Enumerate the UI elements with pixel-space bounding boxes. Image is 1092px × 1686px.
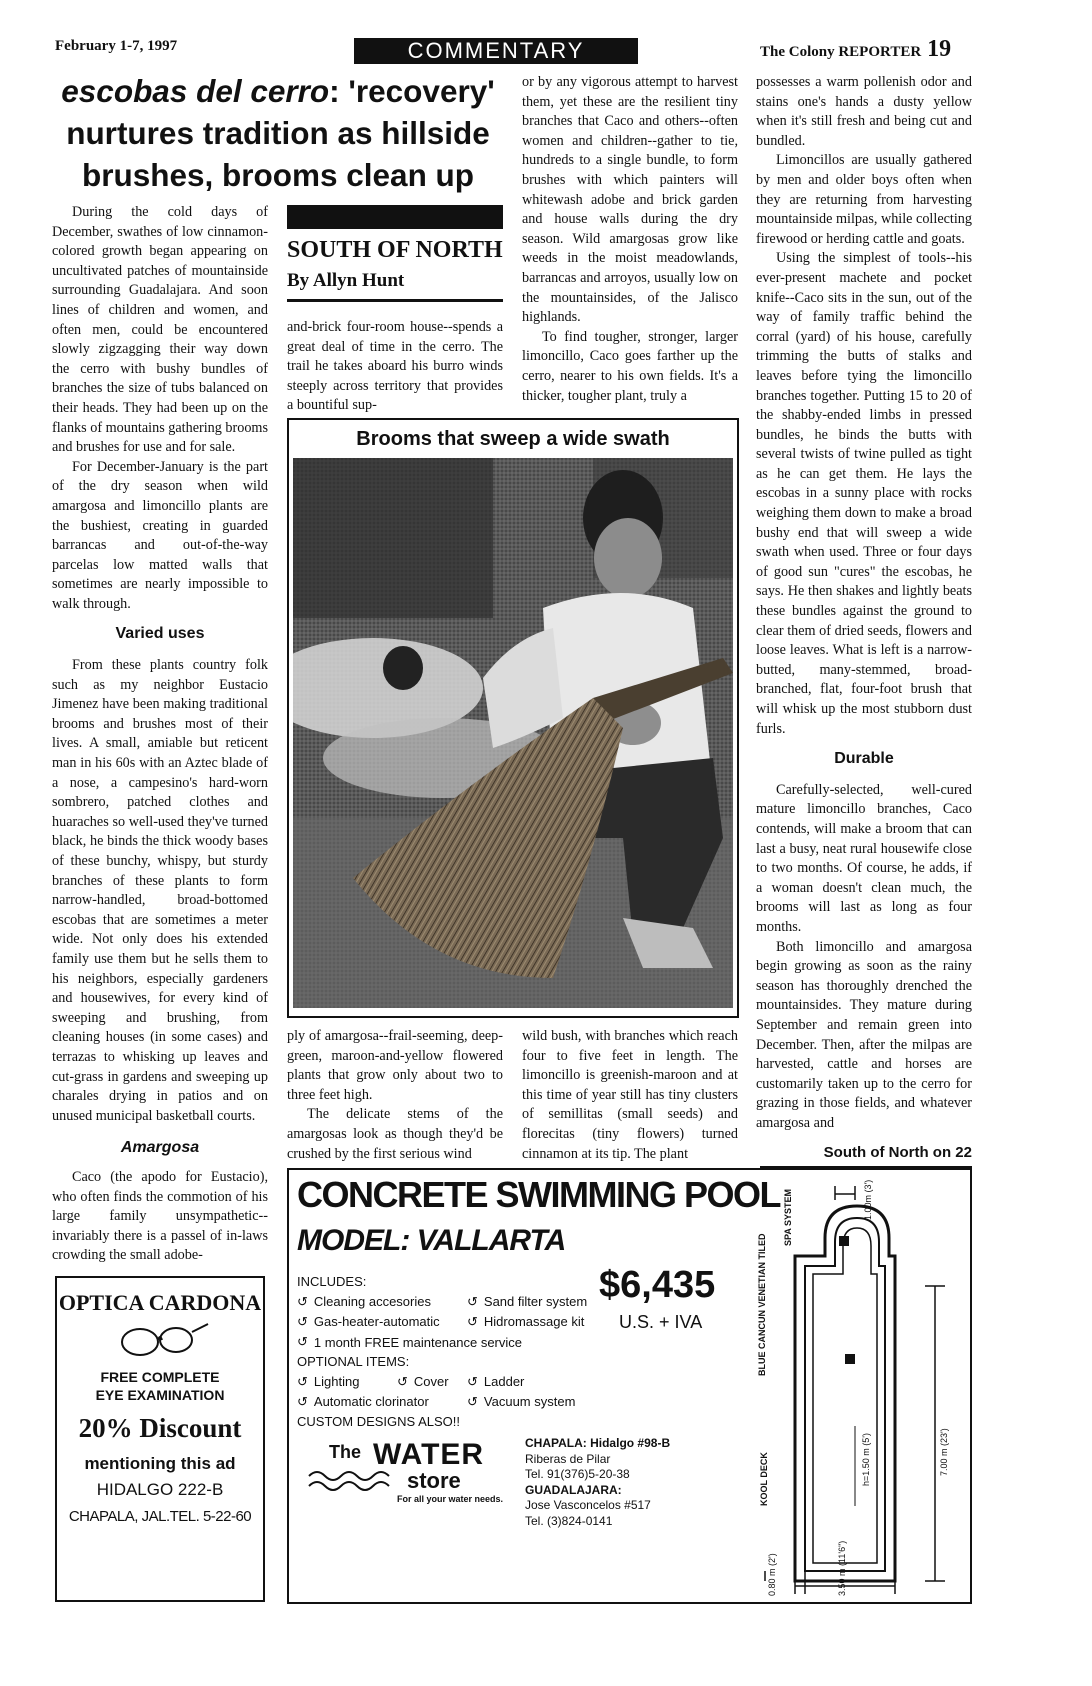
pool-title: CONCRETE SWIMMING POOL [297,1174,780,1215]
pool-optional: OPTIONAL ITEMS: [297,1354,410,1369]
headline [52,70,504,196]
column-2-top [287,318,503,416]
paragraph: Limoncillos are usually gathered by men and older boys often when they are returning from harvesting mountainside milpas, while collecting firewood or herding cattle and goats. [756,152,972,247]
optica-name: OPTICA CARDONA [58,1290,262,1315]
diagram-spa: SPA SYSTEM [783,1188,793,1246]
pool-maintenance: ↺ 1 month FREE maintenance service [297,1334,523,1350]
store-contacts [525,1436,670,1529]
headline-italic: escobas del cerro [61,73,330,109]
diagram-length: 7.00 m (23') [939,1428,949,1476]
pool-diagram [755,1176,969,1600]
continued-jump[interactable]: South of North on 22 [823,1144,972,1161]
pool-model: MODEL: VALLARTA [297,1224,566,1257]
arrow-icon: ↺ [297,1394,308,1409]
pool-custom: CUSTOM DESIGNS ALSO!! [297,1414,461,1429]
arrow-icon: ↺ [297,1334,308,1349]
byline-rule [287,299,503,302]
store-gdl-addr: Jose Vasconcelos #517 [525,1498,651,1512]
optica-discount: 20% Discount [78,1413,242,1443]
arrow-icon: ↺ [467,1374,478,1389]
headline-rest: : 'recovery' nurtures tradition as hillside brushes, brooms clean up [66,73,495,193]
pool-price: $6,435 [599,1264,716,1306]
eyeglasses-icon [110,1320,210,1360]
option-item: ↺ Cover [397,1372,467,1392]
column-3-bottom [522,1027,738,1164]
subhead-varied-uses: Varied uses [115,625,205,643]
optica-line1: FREE COMPLETE [100,1369,220,1385]
pool-options [297,1372,617,1392]
photo-man-with-broom [293,458,733,1008]
diagram-depth-top: 1.00m (3') [863,1179,873,1220]
paragraph: Caco (the apodo for Eustacio), who often finds the commotion of his large family unsympathetic--invariably there is a passel of in-laws crowding the small adobe- [52,1168,268,1264]
subhead-amargosa: Amargosa [120,1139,200,1157]
include-item: ↺ Sand filter system [467,1292,617,1312]
water-store-logo [307,1438,507,1508]
byline: By Allyn Hunt [287,270,405,291]
arrow-icon: ↺ [467,1314,478,1329]
paragraph: ply of amargosa--frail-seeming, deep-green, maroon-and-yellow flowered plants that grow only about two to three feet high. [287,1028,503,1103]
paragraph: and-brick four-room house--spends a great deal of time in the cerro. The trail he takes aboard his burro winds steeply across territory that provides a bountiful sup- [287,319,503,414]
photo-caption: Brooms that sweep a wide swath [356,428,670,450]
pool-options-2 [297,1392,617,1412]
page-number: 19 [927,36,952,62]
logo-tagline: For all your water needs. [397,1494,504,1504]
paragraph: For December-January is the part of the dry season when wild amargosa and limoncillo plants are the bushiest, creating in guarded barrancas and out-of-the-way parcelas low matted walls that sometimes are nearly impossible to walk through. [52,458,268,612]
arrow-icon: ↺ [297,1374,308,1389]
paragraph: or by any vigorous attempt to harvest them, yet these are the resilient tiny branches that Caco and others--often women and children--gather to tie, hundreds to a single bundle, to form brushes with which painters will whitewash adobe and brick garden and house walls during the dry season. Wild amargosas grow like weeds in the moist meadowlands, barrancas and arroyos, usually low on the mountainsides, of the Jalisco highlands. [522,74,738,326]
pool-price-note: U.S. + IVA [619,1312,703,1332]
optica-mention: mentioning this ad [84,1454,236,1473]
logo-water: WATER [373,1438,485,1471]
paper-name [760,36,951,63]
column-2-bottom [287,1027,503,1164]
diagram-edge: 0.80 m (2') [767,1553,777,1596]
paragraph: wild bush, with branches which reach four to five feet in length. The limoncillo is greenish-maroon and at this time of year still has tiny clusters of semillitas (small seeds) and florecitas (tiny flowers) turned cinnamon at its tip. The plant [522,1028,738,1162]
section-banner [354,38,638,64]
section-label: COMMENTARY [407,38,585,63]
subhead-durable: Durable [834,750,894,768]
option-item: ↺ Automatic clorinator [297,1392,467,1412]
arrow-icon: ↺ [297,1314,308,1329]
optica-address: HIDALGO 222-B [96,1480,224,1499]
arrow-icon: ↺ [397,1374,408,1389]
column-3-top [522,73,738,406]
store-riberas: Riberas de Pilar [525,1451,611,1466]
diagram-width: 3.50 m (11'6") [837,1540,847,1596]
paragraph: Carefully-selected, well-cured mature limoncillo branches, Caco contends, will make a broom that can last a busy, neat rural housewife close to two months. Of course, he adds, if a woman doesn't clean much, the brooms will last as long as four months. [756,781,972,935]
pool-includes: INCLUDES: [297,1274,367,1289]
include-item: ↺ Gas-heater-automatic [297,1312,467,1332]
paragraph: During the cold days of December, swathes of low cinnamon-colored growth began appearing on uncultivated patches of mountainside surrounding Guadalajara. And soon lines of children and women, and often men, could be encountered slowly zigzagging their way down the cerro with bushy bundles of branches the size of tubs balanced on their heads. They had been up on the flanks of mountains gathering brooms and brushes for use and for sale. [52,204,268,456]
arrow-icon: ↺ [297,1294,308,1309]
paper-title: The Colony REPORTER [760,44,922,60]
ad-optica-cardona [55,1276,265,1602]
option-item: ↺ Lighting [297,1372,397,1392]
issue-date: February 1-7, 1997 [55,38,178,54]
include-item: ↺ Cleaning accesories [297,1292,467,1312]
photo-box [287,418,739,1018]
pool-items [297,1292,617,1332]
diagram-depth-mid: h=1.50 m (5') [861,1433,871,1486]
diagram-tile: BLUE CANCUN VENETIAN TILED [757,1233,767,1376]
paragraph: To find tougher, stronger, larger limoncillo, Caco goes farther up the cerro, nearer to his own fields. It's a thicker, tougher plant, truly a [522,328,738,404]
diagram-deck: KOOL DECK [759,1452,769,1506]
paragraph: possesses a warm pollenish odor and stains one's hands a dusty yellow when it's still fresh and being cut and bundled. [756,74,972,149]
arrow-icon: ↺ [467,1394,478,1409]
column-1 [52,203,268,1266]
logo-the: The [329,1442,362,1462]
store-tel2: Tel. (3)824-0141 [525,1513,613,1528]
include-item: ↺ Hidromassage kit [467,1312,617,1332]
paragraph: The delicate stems of the amargosas look as though they'd be crushed by the first serious wind [287,1106,503,1162]
optica-line2: EYE EXAMINATION [95,1387,225,1403]
store-chapala: CHAPALA: Hidalgo #98-B [525,1436,671,1450]
paragraph: Both limoncillo and amargosa begin growing as soon as the rainy season has thoroughly drenched the mountainsides. They mature during September and remain green into December. Then, after the milpas are harvested, cattle and horses are customarily taken up to the cerro for grazing in those fields, and whatever amargosa and [756,938,972,1131]
waves-icon [307,1468,397,1498]
paragraph: From these plants country folk such as my neighbor Eustacio Jimenez have been making traditional brooms and brushes most of their lives. A small, amiable but reticent man in his 60s with an Aztec blade of a nose, a campesino's hard-worn sombrero, patched clothes and huaraches so well-used they've turned black, he binds the thick woody bases of these bunchy, whispy, but sturdy branches of these plants to form narrow-handled, broad-bottomed escobas that are sometimes a meter wide. Not only does his extended family use them but he sells them to his neighbors, especially gardeners and housewives, for every kind of sweeping and brushing, from cleaning houses (in some cases) and terrazas to whisking up leaves and cut-grass in gardens and sweeping up charales drying in patios and on unused municipal basketball courts. [52,657,268,1124]
arrow-icon: ↺ [467,1294,478,1309]
column-label: SOUTH OF NORTH [287,237,503,263]
option-item: ↺ Ladder [467,1372,617,1392]
ad-concrete-pool [287,1168,972,1604]
store-tel1: Tel. 91(376)5-20-38 [525,1467,630,1481]
optica-city: CHAPALA, JAL.TEL. 5-22-60 [68,1508,252,1525]
column-4 [756,73,972,1133]
logo-store: store [407,1468,461,1493]
paragraph: Using the simplest of tools--his ever-present machete and pocket knife--Caco sits in the sun, out of the way of family traffic behind the corral (yard) of his house, carefully trimming the butts of stalks and leaves before tying the limoncillo branches together. Putting 15 to 20 of the shabby-ended limbs in pressed bundles, he binds the butts with several twists of twine pulled as tight as he can get them. He lays the escobas in a sunny place with rocks weighing them down to make a broad bushy end that will sweep a wide swath when used. Three or four days of good sun "cures" the escobas, he says. He then shakes and lightly beats these bundles against the ground to clear them of dried seeds, flowers and loose leaves. What is left is a narrow-butted, many-stemmed, broad-branched, flat, four-foot brush that will whisk up the most stubborn dust furls. [756,250,972,737]
column-label-bar [287,205,503,229]
option-item: ↺ Vacuum system [467,1392,617,1412]
store-gdl: GUADALAJARA: [525,1482,622,1497]
